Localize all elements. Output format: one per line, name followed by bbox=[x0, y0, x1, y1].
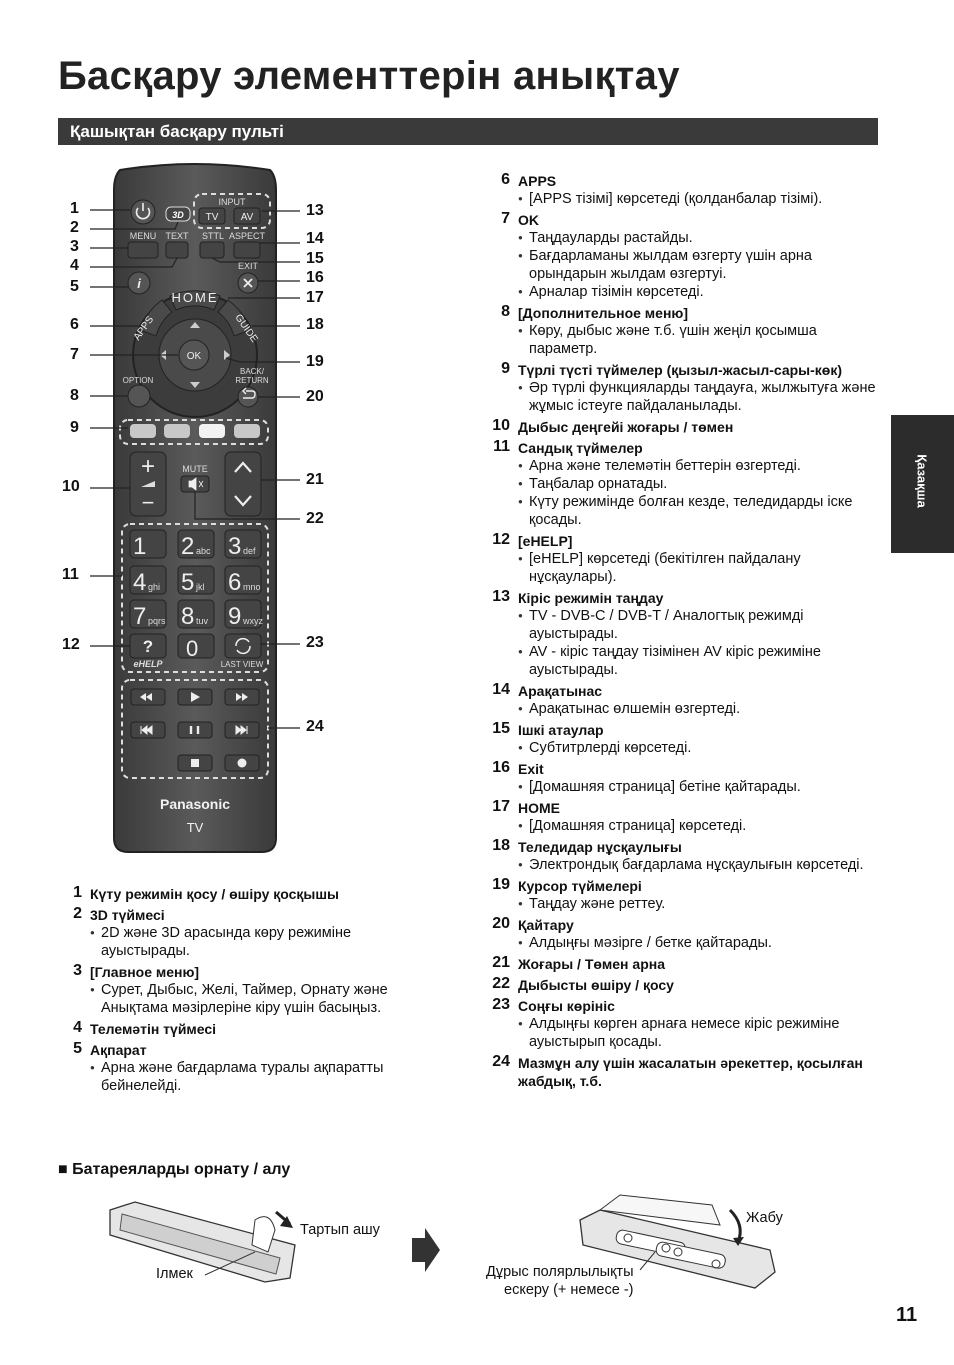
close-label: Жабу bbox=[746, 1210, 783, 1226]
item-bullet: ● Арна және бағдарлама туралы ақпаратты бейнелейді. bbox=[90, 1059, 430, 1095]
item-number: 17 bbox=[492, 798, 510, 815]
page-number: 11 bbox=[896, 1304, 918, 1326]
color-button-1 bbox=[130, 424, 156, 438]
item-heading: Телемәтін түймесі bbox=[90, 1021, 217, 1037]
description-item bbox=[60, 1020, 430, 1038]
digit-2-letters: abc bbox=[196, 546, 211, 556]
item-bullet: ● Арна және телемәтін беттерін өзгертеді. bbox=[518, 457, 888, 475]
3d-label: 3D bbox=[172, 210, 184, 220]
exit-label: EXIT bbox=[237, 261, 259, 271]
item-bullet: ● Күту режимінде болған кезде, теледидарды іске қосады. bbox=[518, 493, 888, 529]
item-bullet: ● Таңдау және реттеу. bbox=[518, 895, 888, 913]
back-label: BACK/ bbox=[239, 367, 265, 376]
apps-label: APPS bbox=[131, 314, 157, 343]
digit-6-letters: mno bbox=[243, 582, 261, 592]
item-bullet: ● Алдыңғы мәзірге / бетке қайтарады. bbox=[518, 934, 888, 952]
item-heading: Дыбысты өшіру / қосу bbox=[518, 977, 674, 993]
digit-4-letters: ghi bbox=[148, 582, 161, 592]
callout-21: 21 bbox=[306, 471, 324, 488]
digit-4-label: 4 bbox=[133, 569, 147, 596]
digit-1-label: 1 bbox=[133, 533, 147, 560]
pull-open-label: Тартып ашу bbox=[300, 1222, 380, 1238]
callout-8: 8 bbox=[70, 387, 79, 404]
item-heading: Дыбыс деңгейі жоғары / төмен bbox=[518, 419, 734, 435]
item-bullet: ● Бағдарламаны жылдам өзгерту үшін арна орындарын жылдам өзгертуі. bbox=[518, 247, 888, 283]
item-number: 10 bbox=[492, 417, 510, 434]
description-item bbox=[488, 172, 888, 208]
item-heading: 3D түймесі bbox=[90, 907, 165, 923]
item-bullet: ● [eHELP] көрсетеді (бекітілген пайдалану нұсқаулары). bbox=[518, 550, 888, 586]
menu-button bbox=[128, 242, 158, 258]
callout-18: 18 bbox=[306, 316, 324, 333]
description-item bbox=[60, 885, 430, 903]
digit-9-letters: wxyz bbox=[243, 616, 263, 626]
item-heading: Кіріс режимін таңдау bbox=[518, 590, 664, 606]
callout-4: 4 bbox=[70, 257, 79, 274]
text-button bbox=[166, 242, 188, 258]
callout-11: 11 bbox=[62, 566, 79, 583]
tv-label: TV bbox=[205, 212, 219, 223]
question-mark: ? bbox=[142, 637, 154, 656]
item-number: 14 bbox=[492, 681, 510, 698]
item-number: 22 bbox=[492, 975, 510, 992]
info-icon: i bbox=[137, 276, 141, 291]
last-view-button bbox=[225, 634, 261, 658]
av-label: AV bbox=[240, 212, 254, 223]
item-number: 5 bbox=[73, 1040, 82, 1057]
ok-label: OK bbox=[186, 351, 202, 362]
description-item bbox=[488, 721, 888, 757]
item-heading: Арақатынас bbox=[518, 683, 603, 699]
item-bullet: ● TV - DVB-C / DVB-T / Аналогтық режимді ауыстырады. bbox=[518, 607, 888, 643]
callout-23: 23 bbox=[306, 634, 324, 651]
description-item bbox=[488, 682, 888, 718]
item-heading: Exit bbox=[518, 761, 544, 777]
callout-6: 6 bbox=[70, 316, 79, 333]
callout-20: 20 bbox=[306, 388, 324, 405]
item-heading: [Главное меню] bbox=[90, 964, 200, 980]
item-heading: Түрлі түсті түймелер (қызыл-жасыл-сары-көк) bbox=[518, 362, 843, 378]
page-title: Басқару элементтерін анықтау bbox=[58, 54, 680, 98]
digit-7-label: 7 bbox=[133, 603, 147, 630]
return-label: RETURN bbox=[235, 376, 269, 385]
callout-2: 2 bbox=[70, 219, 79, 236]
item-number: 4 bbox=[73, 1019, 82, 1036]
battery-heading: ■ Батареяларды орнату / алу bbox=[58, 1161, 291, 1178]
digit-8-label: 8 bbox=[181, 603, 195, 630]
home-label: HOME bbox=[171, 290, 219, 305]
mute-label: MUTE bbox=[182, 464, 208, 474]
item-heading: Жоғары / Төмен арна bbox=[518, 956, 665, 972]
text-label: TEXT bbox=[165, 231, 189, 241]
item-number: 8 bbox=[501, 303, 510, 320]
stop-icon bbox=[191, 759, 199, 767]
item-number: 6 bbox=[501, 171, 510, 188]
digit-0-label: 0 bbox=[186, 636, 199, 661]
aspect-button bbox=[234, 242, 260, 258]
item-heading: HOME bbox=[518, 800, 560, 816]
description-item bbox=[488, 439, 888, 529]
callout-13: 13 bbox=[306, 202, 324, 219]
description-item bbox=[488, 1054, 888, 1090]
callout-22: 22 bbox=[306, 510, 324, 527]
item-number: 21 bbox=[492, 954, 510, 971]
item-bullet: ● Арналар тізімін көрсетеді. bbox=[518, 283, 888, 301]
description-item bbox=[488, 997, 888, 1051]
volume-plus: + bbox=[140, 453, 156, 480]
callout-3: 3 bbox=[70, 238, 79, 255]
callout-15: 15 bbox=[306, 250, 324, 267]
item-bullet: ● Таңбалар орнатады. bbox=[518, 475, 888, 493]
color-button-2 bbox=[164, 424, 190, 438]
description-item bbox=[60, 1041, 430, 1095]
callout-19: 19 bbox=[306, 353, 324, 370]
item-heading: Сандық түймелер bbox=[518, 440, 643, 456]
item-bullet: ● AV - кіріс таңдау тізімінен AV кіріс режиміне ауыстырады. bbox=[518, 643, 888, 679]
guide-label: GUIDE bbox=[232, 312, 260, 345]
item-heading: OK bbox=[518, 212, 539, 228]
description-item bbox=[488, 976, 888, 994]
item-bullet: ● Субтитрлерді көрсетеді. bbox=[518, 739, 888, 757]
right-description-list bbox=[488, 172, 888, 1093]
description-item bbox=[488, 532, 888, 586]
item-bullet: ● [Домашняя страница] көрсетеді. bbox=[518, 817, 888, 835]
item-number: 3 bbox=[73, 962, 82, 979]
digit-8-letters: tuv bbox=[196, 616, 209, 626]
description-item bbox=[488, 589, 888, 679]
side-tab-label: Қазақша bbox=[914, 454, 930, 508]
callout-12: 12 bbox=[62, 636, 80, 653]
item-heading: Теледидар нұсқаулығы bbox=[518, 839, 682, 855]
item-number: 18 bbox=[492, 837, 510, 854]
ehelp-label: eHELP bbox=[133, 659, 163, 669]
item-heading: Курсор түймелері bbox=[518, 878, 642, 894]
remote-back-open-illustration bbox=[110, 1202, 295, 1282]
digit-5-label: 5 bbox=[181, 569, 195, 596]
description-item bbox=[60, 963, 430, 1017]
description-item bbox=[488, 955, 888, 973]
record-icon bbox=[238, 759, 247, 768]
item-number: 2 bbox=[73, 905, 82, 922]
sttl-label: STTL bbox=[201, 231, 225, 241]
item-heading: [eHELP] bbox=[518, 533, 573, 549]
digit-7-letters: pqrs bbox=[148, 616, 166, 626]
input-label: INPUT bbox=[218, 197, 246, 207]
item-bullet: ● Сурет, Дыбыс, Желі, Таймер, Орнату және Анықтама мәзірлеріне кіру үшін басыңыз. bbox=[90, 981, 430, 1017]
item-number: 9 bbox=[501, 360, 510, 377]
callout-9: 9 bbox=[70, 419, 79, 436]
digit-3-label: 3 bbox=[228, 533, 242, 560]
description-item bbox=[488, 211, 888, 301]
description-item bbox=[60, 906, 430, 960]
item-bullet: ● Әр түрлі функцияларды таңдауға, жылжытуға және жұмыс істеуге пайдаланылады. bbox=[518, 379, 888, 415]
description-item bbox=[488, 916, 888, 952]
item-bullet: ● [Домашняя страница] бетіне қайтарады. bbox=[518, 778, 888, 796]
description-item bbox=[488, 361, 888, 415]
left-description-list bbox=[60, 885, 430, 1098]
item-number: 11 bbox=[493, 438, 510, 455]
last-view-label: LAST VIEW bbox=[220, 660, 264, 669]
item-heading: Қайтару bbox=[518, 917, 574, 933]
item-number: 19 bbox=[492, 876, 510, 893]
item-heading: [Дополнительное меню] bbox=[518, 305, 689, 321]
item-heading: Ішкі атаулар bbox=[518, 722, 604, 738]
item-bullet: ● Таңдауларды растайды. bbox=[518, 229, 888, 247]
callout-1: 1 bbox=[70, 200, 79, 217]
color-button-3 bbox=[199, 424, 225, 438]
section-header: Қашықтан басқару пульті bbox=[58, 118, 878, 145]
item-heading: APPS bbox=[518, 173, 557, 189]
option-button bbox=[128, 385, 150, 407]
item-bullet: ● Электрондық бағдарлама нұсқаулығын көрсетеді. bbox=[518, 856, 888, 874]
digit-9-label: 9 bbox=[228, 603, 242, 630]
polarity-label-line1: Дұрыс полярлылықты bbox=[486, 1264, 634, 1280]
callout-10: 10 bbox=[62, 478, 80, 495]
aspect-label: ASPECT bbox=[228, 231, 266, 241]
item-number: 15 bbox=[492, 720, 510, 737]
digit-3-letters: def bbox=[243, 546, 256, 556]
brand-label: Panasonic bbox=[159, 796, 231, 812]
item-bullet: ● Алдыңғы көрген арнаға немесе кіріс режиміне ауыстырып қосады. bbox=[518, 1015, 888, 1051]
option-label: OPTION bbox=[122, 376, 154, 385]
item-number: 20 bbox=[492, 915, 510, 932]
item-bullet: ● 2D және 3D арасында көру режиміне ауыстырады. bbox=[90, 924, 430, 960]
item-heading: Соңғы көрініс bbox=[518, 998, 615, 1014]
sttl-button bbox=[200, 242, 224, 258]
volume-minus: − bbox=[141, 490, 155, 515]
item-number: 7 bbox=[501, 210, 510, 227]
digit-6-label: 6 bbox=[228, 569, 242, 596]
callout-5: 5 bbox=[70, 278, 79, 295]
item-heading: Мазмұн алу үшін жасалатын әрекеттер, қосылған жабдық, т.б. bbox=[518, 1055, 863, 1089]
description-item bbox=[488, 418, 888, 436]
item-number: 13 bbox=[492, 588, 510, 605]
item-number: 16 bbox=[492, 759, 510, 776]
item-number: 24 bbox=[492, 1053, 510, 1070]
description-item bbox=[488, 877, 888, 913]
item-bullet: ● Арақатынас өлшемін өзгертеді. bbox=[518, 700, 888, 718]
hook-label: Ілмек bbox=[156, 1266, 193, 1282]
description-item bbox=[488, 799, 888, 835]
menu-label: MENU bbox=[129, 231, 157, 241]
callout-14: 14 bbox=[306, 230, 324, 247]
callout-24: 24 bbox=[306, 718, 324, 735]
next-step-arrow bbox=[412, 1228, 440, 1272]
model-label: TV bbox=[186, 820, 204, 835]
polarity-label-line2: ескеру (+ немесе -) bbox=[504, 1282, 634, 1298]
color-button-4 bbox=[234, 424, 260, 438]
digit-2-label: 2 bbox=[181, 533, 195, 560]
callout-16: 16 bbox=[306, 269, 324, 286]
item-bullet: ● [APPS тізімі] көрсетеді (қолданбалар тізімі). bbox=[518, 190, 888, 208]
digit-5-letters: jkl bbox=[196, 582, 205, 592]
description-item bbox=[488, 304, 888, 358]
item-bullet: ● Көру, дыбыс және т.б. үшін жеңіл қосымша параметр. bbox=[518, 322, 888, 358]
item-heading: Ақпарат bbox=[90, 1042, 147, 1058]
callout-17: 17 bbox=[306, 289, 324, 306]
description-item bbox=[488, 838, 888, 874]
description-item bbox=[488, 760, 888, 796]
numeric-keypad bbox=[130, 530, 263, 630]
item-heading: Күту режимін қосу / өшіру қосқышы bbox=[90, 886, 340, 902]
item-number: 1 bbox=[73, 884, 82, 901]
item-number: 23 bbox=[492, 996, 510, 1013]
item-number: 12 bbox=[492, 531, 510, 548]
battery-illustration bbox=[0, 1190, 954, 1310]
callout-7: 7 bbox=[70, 346, 79, 363]
